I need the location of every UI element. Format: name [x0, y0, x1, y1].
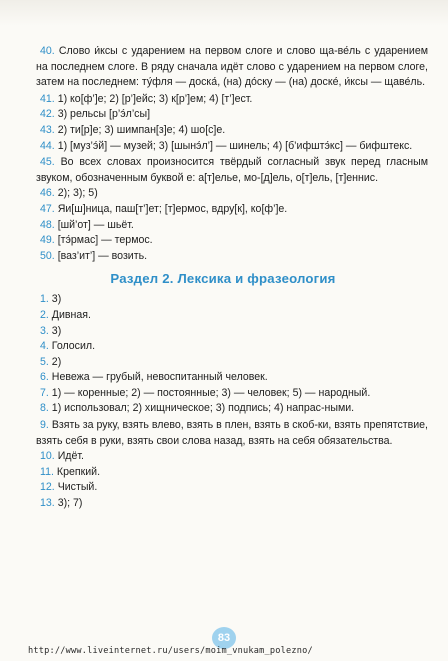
answer-s2-4: 4. Голосил.: [40, 340, 96, 353]
answer-50: 50. [ваз’ит’] — возить.: [40, 249, 148, 262]
answer-s2-2: 2. Дивная.: [40, 308, 91, 321]
footer-url[interactable]: http://www.liveinternet.ru/users/moim_vnukam_polezno/: [28, 646, 313, 656]
answer-s2-12: 12. Чистый.: [40, 481, 98, 494]
top-shadow: [0, 0, 448, 26]
answer-s2-13: 13. 3); 7): [40, 497, 83, 510]
answer-s2-6: 6. Невежа — грубый, невоспитанный человек.: [40, 371, 268, 384]
answer-45: 45. Во всех словах произносится твёрдый согласный звук перед гласным звуком, обозначенным буквой е: а[т]елье, мо-[д]ель, о[т]ель, [т]еннис.: [36, 156, 429, 184]
answer-47: 47. Яи[ш]ница, паш[т’]ет; [т]ермос, вдру[к], ко[ф’]е.: [40, 202, 288, 215]
answer-40: 40. Слово и́ксы с ударением на первом слоге и слово ща-ве́ль с ударением на последнем слоге. В ряду сначала идёт слово с ударением на первом слоге, затем на последнем: ту́фля — доска́, (на) до́ску — (на) доске́, и́ксы — щаве́ль.: [36, 45, 428, 89]
answer-43: 43. 2) ти[р]е; 3) шимпан[з]е; 4) шо[с]е.: [40, 123, 226, 136]
answer-44: 44. 1) [муз’э́й] — музей; 3) [шынэ́л’] — шинель; 4) [б’ифштэ́кс] — бифштекс.: [40, 139, 413, 152]
answer-42: 42. 3) рельсы [р’э́л’сы]: [40, 108, 151, 121]
answer-s2-8: 8. 1) использовал; 2) хищническое; 3) подпись; 4) напрас-ными.: [40, 402, 355, 415]
answer-s2-11: 11. Крепкий.: [40, 465, 101, 478]
answer-s2-10: 10. Идёт.: [40, 450, 84, 463]
answer-41: 41. 1) ко[ф’]е; 2) [р’]ейс; 3) к[р’]ем; 4) [т’]ест.: [40, 92, 253, 105]
answer-s2-1: 1. 3): [40, 293, 62, 306]
section-title: Раздел 2. Лексика и фразеология: [110, 271, 336, 287]
page-number-badge: 83: [212, 627, 236, 649]
answer-46: 46. 2); 3); 5): [40, 187, 98, 200]
answer-49: 49. [тэ́рмас] — термос.: [40, 234, 153, 247]
answers-content: [18, 44, 428, 512]
answer-s2-9: 9. Взять за руку, взять влево, взять в плен, взять в скоб-ки, взять препятствие, взять себя в руки, взять свои слова назад, взять на себя обязательства.: [36, 419, 428, 447]
answer-48: 48. [шй’от] — шьёт.: [40, 218, 134, 231]
answer-s2-3: 3. 3): [40, 324, 62, 337]
answer-s2-7: 7. 1) — коренные; 2) — постоянные; 3) — человек; 5) — народный.: [40, 386, 371, 399]
answer-s2-5: 5. 2): [40, 355, 62, 368]
